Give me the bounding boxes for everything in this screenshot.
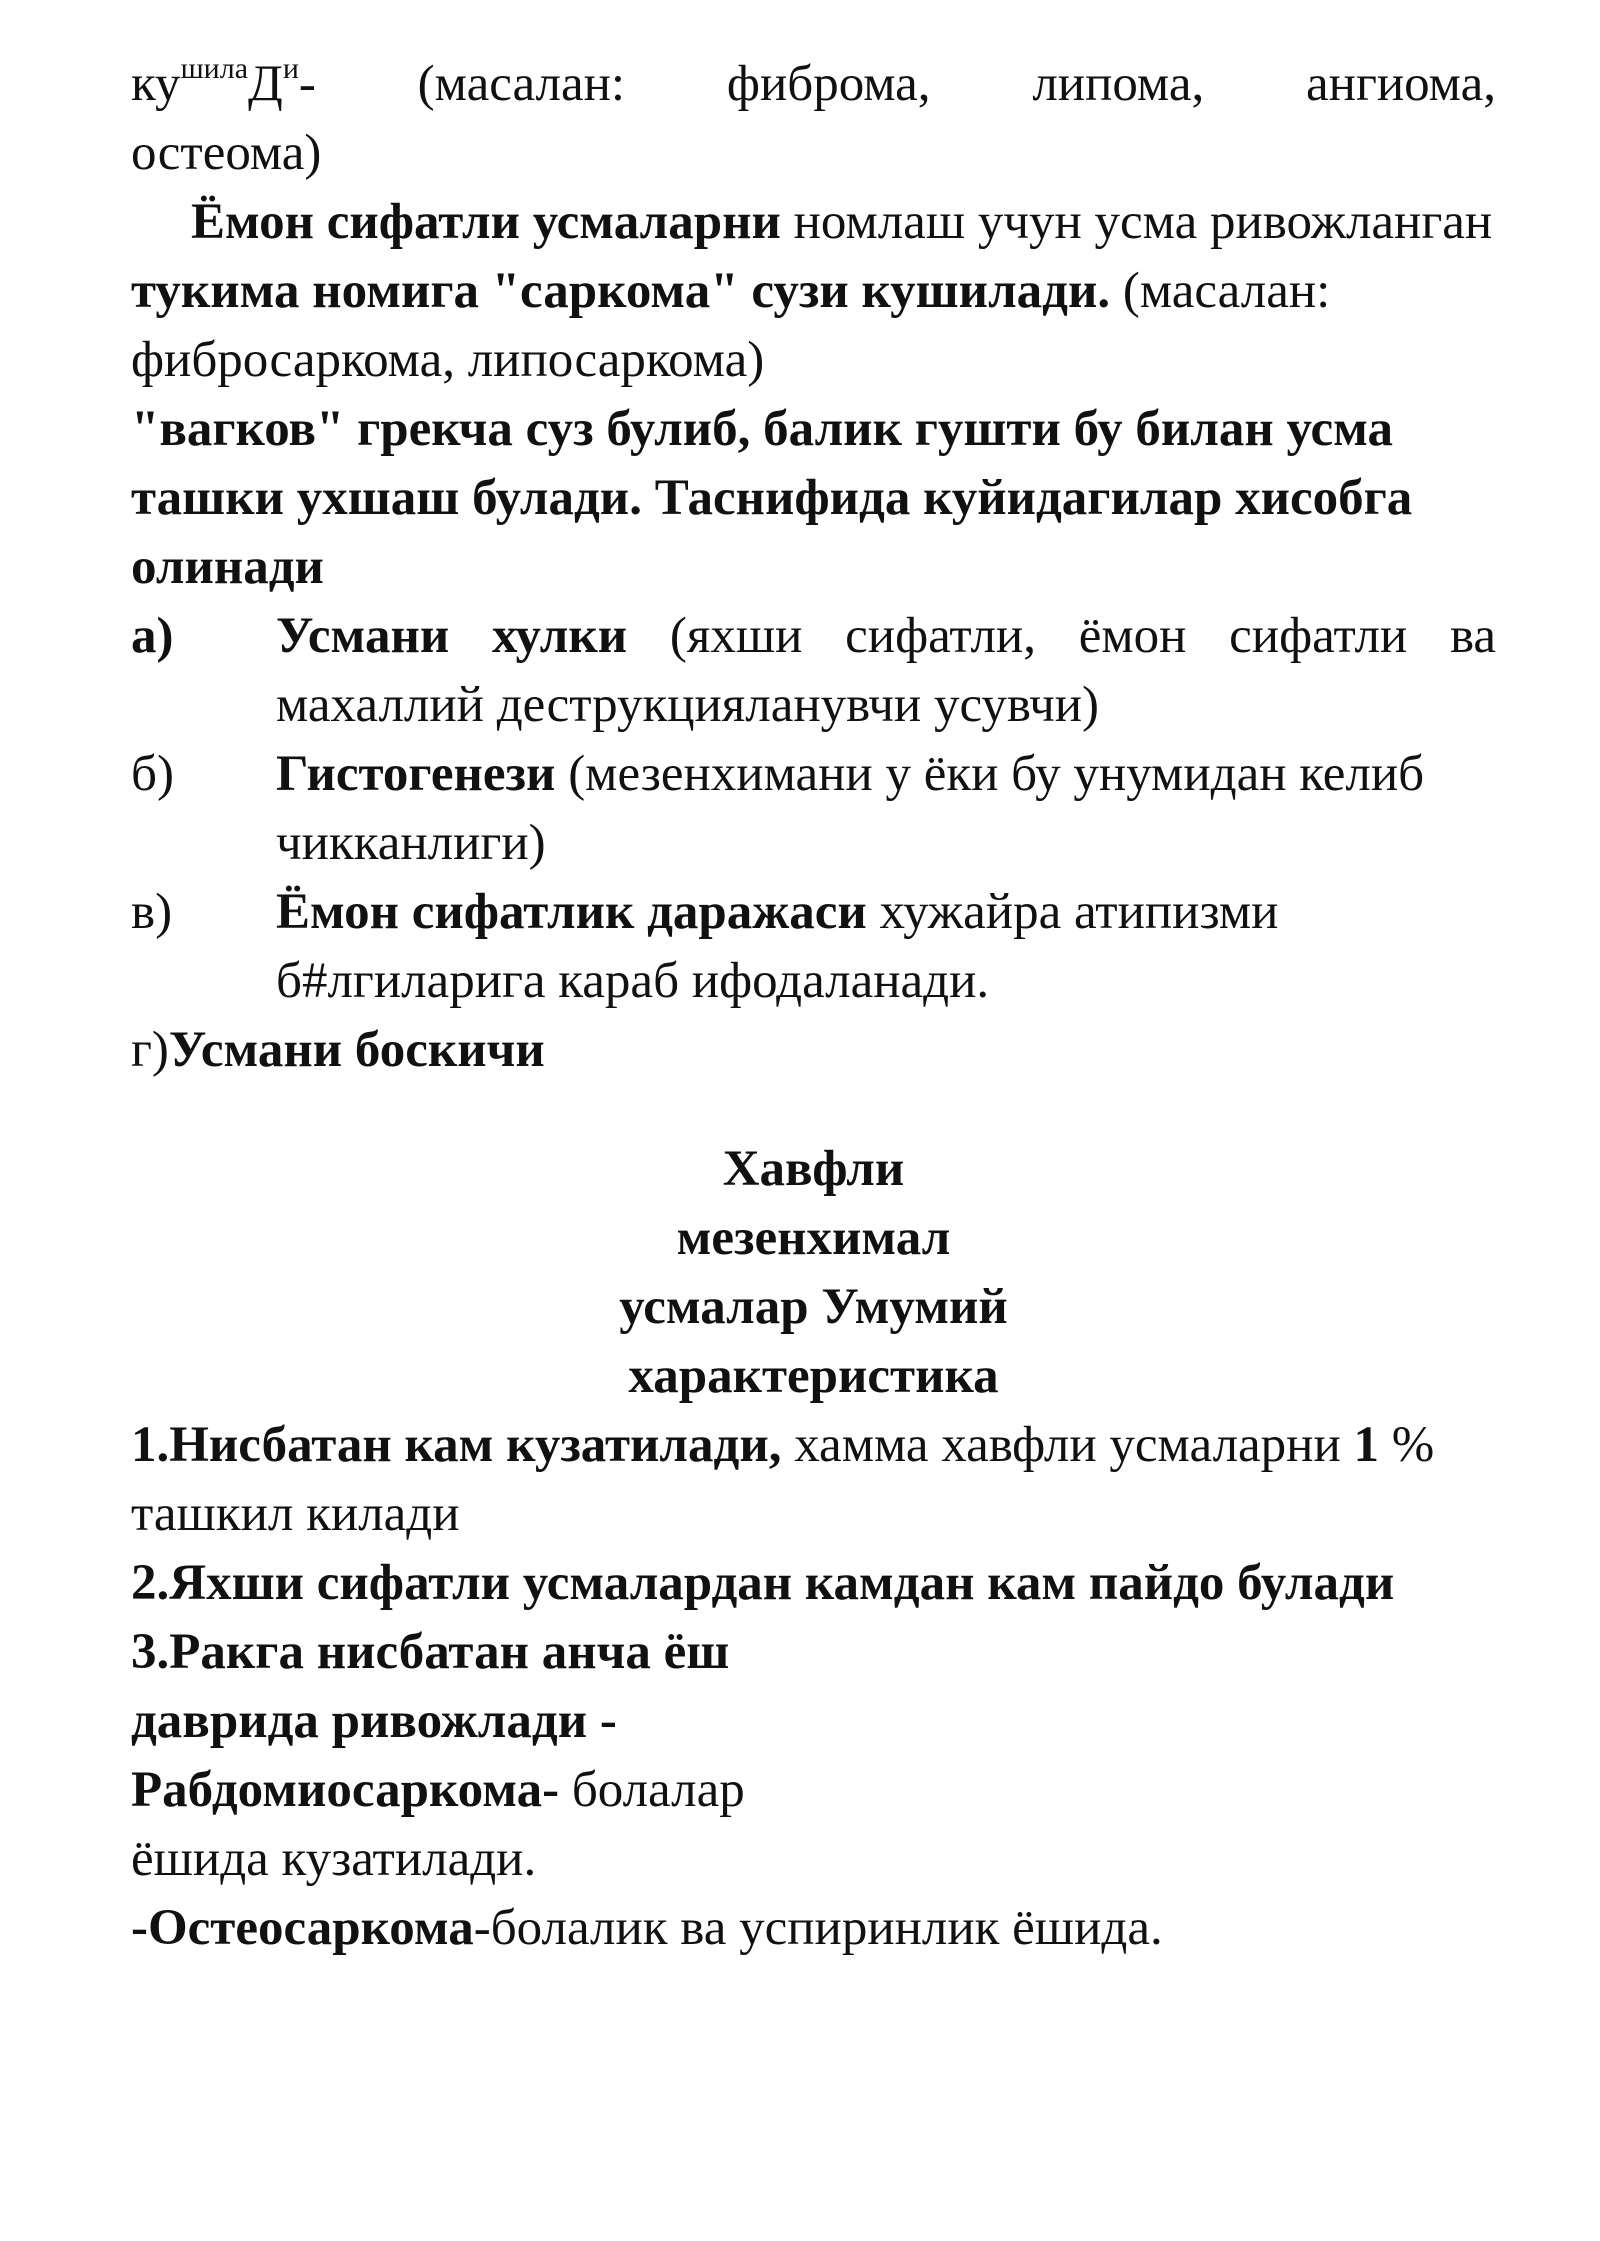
superscript-text: шила xyxy=(180,52,249,85)
list-item-body xyxy=(276,878,1496,1016)
list-item xyxy=(131,878,1496,1016)
list-marker: б) xyxy=(131,746,174,802)
bold-text: даврида ривожлади - xyxy=(131,1693,617,1749)
list-marker: г) xyxy=(131,1022,169,1078)
list-item-g xyxy=(131,1016,1496,1085)
superscript-text: и xyxy=(282,52,299,85)
bold-text: -Остеосаркома xyxy=(131,1900,474,1956)
heading-line: мезенхимал xyxy=(676,1210,951,1266)
plain-text: номлаш учун усма ривожланган xyxy=(780,194,1493,250)
plain-text: хужайра атипизми б#лгиларига караб ифодаланади. xyxy=(276,884,1279,1009)
list-marker-text: а) xyxy=(131,608,174,664)
bold-text: тукима номига "саркома" сузи кушилади. xyxy=(131,263,1111,319)
spacer xyxy=(131,1085,1496,1135)
point-3 xyxy=(131,1618,1496,1756)
intro-text: Д xyxy=(248,56,283,112)
list-item-body xyxy=(276,602,1496,740)
list-marker: в) xyxy=(131,884,173,940)
list-item xyxy=(131,602,1496,740)
plain-text: -болалик ва успиринлик ёшида. xyxy=(473,1900,1163,1956)
plain-text: (мезенхимани у ёки бу унумидан келиб чикканлиги) xyxy=(276,746,1425,871)
intro-line-2: остеома) xyxy=(131,125,322,181)
bold-text: Ёмон сифатли усмаларни xyxy=(191,194,781,250)
bold-text: 3.Ракга нисбатан анча ёш xyxy=(131,1624,730,1680)
intro-text: ку xyxy=(131,56,181,112)
intro-paragraph xyxy=(131,50,1496,188)
list-item xyxy=(131,740,1496,878)
plain-text: (яхши сифатли, ёмон сифатли ва махаллий деструкцияланувчи усувчи) xyxy=(276,608,1496,733)
heading-line: Хавфли xyxy=(722,1141,905,1197)
malignant-naming-paragraph xyxy=(131,188,1496,395)
bold-text: Ёмон сифатлик даражаси xyxy=(276,884,867,940)
bold-text: 1 xyxy=(1353,1417,1379,1473)
document-text xyxy=(131,50,1496,1963)
heading-line: характеристика xyxy=(628,1348,999,1404)
section-heading xyxy=(131,1135,1496,1411)
intro-line-1 xyxy=(131,50,1496,119)
bold-text: Гистогенези xyxy=(276,746,556,802)
bold-text: 1.Нисбатан кам кузатилади, xyxy=(131,1417,782,1473)
sarcoma-etymology-paragraph xyxy=(131,395,1496,602)
plain-text: % ташкил килади xyxy=(131,1417,1435,1542)
point-5 xyxy=(131,1894,1496,1963)
point-1 xyxy=(131,1411,1496,1549)
list-marker xyxy=(131,602,276,740)
plain-text: болалар xyxy=(559,1762,745,1818)
heading-line: усмалар Умумий xyxy=(619,1279,1008,1335)
list-item-body xyxy=(276,740,1496,878)
intro-text: - (масалан: фиброма, липома, ангиома, xyxy=(298,56,1496,112)
plain-text: ёшида кузатилади. xyxy=(131,1831,537,1887)
bold-text: 2.Яхши сифатли усмалардан камдан кам пайдо булади xyxy=(131,1555,1395,1611)
plain-text: (масалан: фибросаркома, липосаркома) xyxy=(131,263,1331,388)
bold-text: "вагков" грекча суз булиб, балик гушти бу билан усма ташки ухшаш булади. Таснифида куйидагилар хисобга олинади xyxy=(131,401,1413,595)
point-4 xyxy=(131,1756,1496,1894)
bold-text: Рабдомиосаркома- xyxy=(131,1762,560,1818)
bold-text: Усмани хулки xyxy=(276,608,628,664)
bold-text: Усмани боскичи xyxy=(168,1022,545,1078)
plain-text: хамма хавфли усмаларни xyxy=(781,1417,1354,1473)
point-2 xyxy=(131,1549,1496,1618)
